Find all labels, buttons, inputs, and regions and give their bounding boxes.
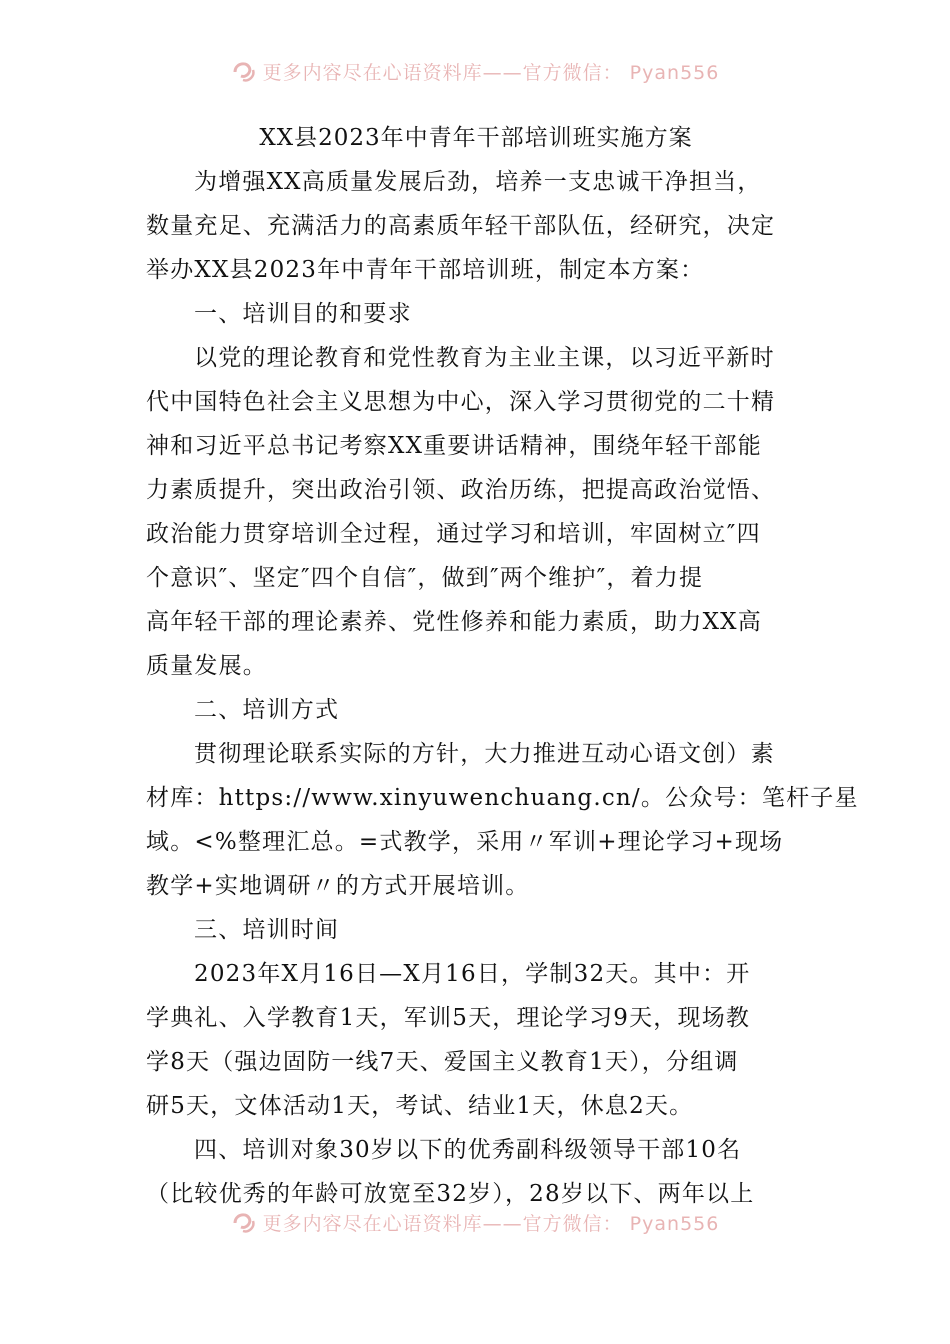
paragraph-line: 质量发展。 — [146, 653, 267, 679]
watermark-text: 更多内容尽在心语资料库——官方微信： Pyan556 — [262, 1212, 720, 1235]
paragraph-line: （比较优秀的年龄可放宽至32岁），28岁以下、两年以上 — [146, 1181, 755, 1207]
paragraph-line: 政治能力贯穿培训全过程，通过学习和培训，牢固树立″四 — [146, 521, 761, 547]
paragraph-line: 高年轻干部的理论素养、党性修养和能力素质，助力XX高 — [146, 609, 762, 635]
section-heading-3: 三、培训时间 — [194, 917, 340, 943]
watermark-logo-icon — [231, 58, 257, 84]
paragraph-line: 教学+实地调研〃的方式开展培训。 — [146, 873, 530, 899]
paragraph-line: 2023年X月16日—X月16日，学制32天。其中：开 — [194, 961, 751, 987]
watermark-footer — [0, 1207, 950, 1237]
watermark-logo-icon — [231, 1209, 257, 1235]
paragraph-line: 域。<%整理汇总。=式教学，采用〃军训+理论学习+现场 — [146, 829, 784, 855]
paragraph-line: 举办XX县2023年中青年干部培训班，制定本方案： — [146, 257, 705, 283]
section-heading-1: 一、培训目的和要求 — [194, 301, 412, 327]
document-body — [146, 116, 859, 1216]
watermark-text: 更多内容尽在心语资料库——官方微信： Pyan556 — [262, 61, 720, 84]
paragraph-line: 力素质提升，突出政治引领、政治历练，把提高政治觉悟、 — [146, 477, 776, 503]
section-heading-2: 二、培训方式 — [194, 697, 340, 723]
paragraph-line: 材库：https://www.xinyuwenchuang.cn/。公众号：笔杆子星 — [146, 785, 859, 811]
watermark-header — [0, 56, 950, 86]
paragraph-line: 为增强XX高质量发展后劲，培养一支忠诚干净担当， — [194, 169, 762, 195]
section-heading-4: 四、培训对象30岁以下的优秀副科级领导干部10名 — [194, 1137, 742, 1163]
paragraph-line: 神和习近平总书记考察XX重要讲话精神，围绕年轻干部能 — [146, 433, 762, 459]
paragraph-line: 数量充足、充满活力的高素质年轻干部队伍，经研究，决定 — [146, 213, 776, 239]
paragraph-line: 以党的理论教育和党性教育为主业主课，以习近平新时 — [194, 345, 775, 371]
paragraph-line: 贯彻理论联系实际的方针，大力推进互动心语文创）素 — [194, 741, 775, 767]
paragraph-line: 研5天，文体活动1天，考试、结业1天，休息2天。 — [146, 1093, 694, 1119]
paragraph-line: 学8天（强边固防一线7天、爱国主义教育1天），分组调 — [146, 1049, 739, 1075]
paragraph-line: 个意识″、坚定″四个自信″，做到″两个维护″，着力提 — [146, 565, 704, 591]
paragraph-line: 代中国特色社会主义思想为中心，深入学习贯彻党的二十精 — [146, 389, 776, 415]
paragraph-line: 学典礼、入学教育1天，军训5天，理论学习9天，现场教 — [146, 1005, 751, 1031]
document-title: XX县2023年中青年干部培训班实施方案 — [259, 125, 693, 151]
